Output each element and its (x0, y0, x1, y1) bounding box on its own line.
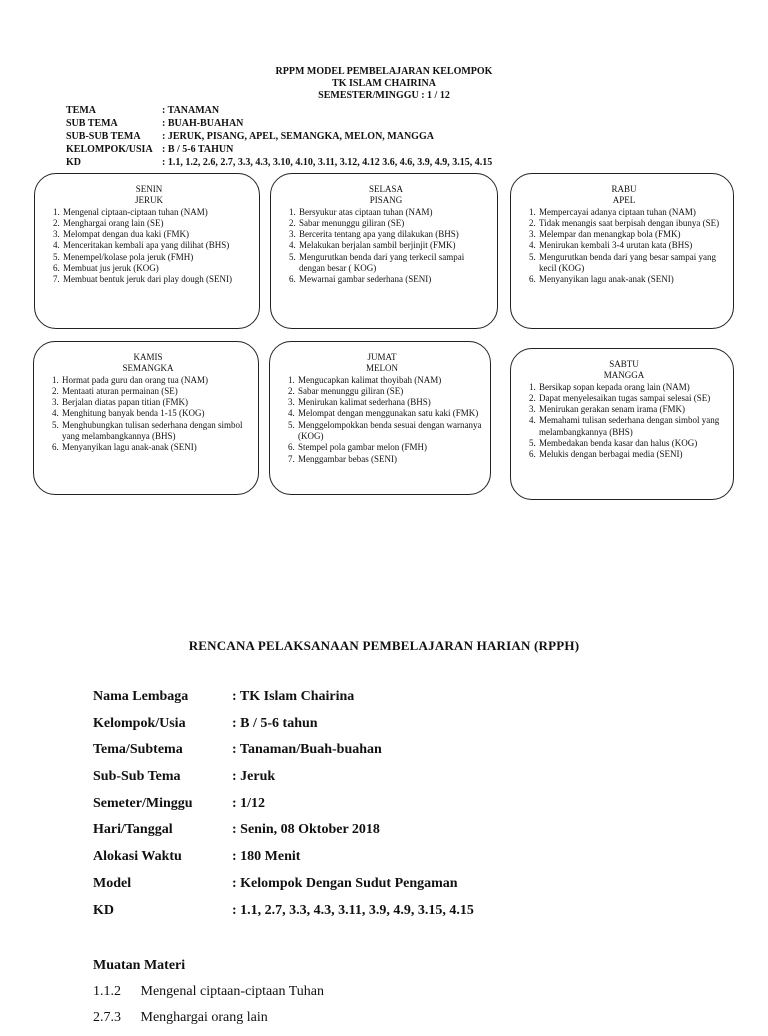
activity-list (44, 375, 252, 454)
rpph-row-nama-lembaga (93, 689, 474, 716)
activity-item: 5. Mengurutkan benda dari yang terkecil sampai dengan besar ( KOG) (298, 252, 491, 275)
rpph-row-semester (93, 796, 474, 823)
activity-item: 5. Membedakan benda kasar dan halus (KOG) (538, 438, 727, 449)
rpph-value: : Kelompok Dengan Sudut Pengaman (232, 875, 458, 891)
rpph-label: KD (93, 902, 114, 918)
materi-text: Menghargai orang lain (140, 1010, 268, 1025)
activity-item: 1. Bersikap sopan kepada orang lain (NAM) (538, 382, 727, 393)
activity-item: 1. Hormat pada guru dan orang tua (NAM) (61, 375, 252, 386)
activity-item: 7. Membuat bentuk jeruk dari play dough (SENI) (62, 274, 253, 285)
activity-list (521, 207, 727, 286)
day-box-sabtu (510, 348, 734, 500)
rpph-row-kelompok (93, 716, 474, 743)
info-value: : TANAMAN (162, 105, 220, 116)
rpph-value: : TK Islam Chairina (232, 689, 355, 704)
rpph-row-alokasi-waktu (93, 849, 474, 876)
rpph-row-hari-tanggal (93, 822, 474, 849)
activity-item: 3. Menirukan gerakan senam irama (FMK) (538, 404, 727, 415)
day-name: SELASA (368, 184, 403, 194)
rppm-title: RPPM MODEL PEMBELAJARAN KELOMPOK (275, 66, 493, 77)
info-value: : B / 5-6 TAHUN (162, 144, 234, 155)
muatan-materi-list (93, 984, 324, 1036)
rpph-label: Hari/Tanggal (93, 822, 173, 838)
activity-item: 3. Berjalan diatas papan titian (FMK) (61, 397, 252, 408)
activity-item: 6. Stempel pola gambar melon (FMH) (297, 442, 484, 453)
rpph-title: RENCANA PELAKSANAAN PEMBELAJARAN HARIAN (RPPH) (188, 638, 580, 653)
day-box-selasa (270, 173, 498, 329)
rpph-value: : B / 5-6 tahun (232, 715, 318, 731)
info-row-kd (66, 156, 492, 169)
materi-text: Mengenal ciptaan-ciptaan Tuhan (140, 984, 325, 999)
rpph-value: : Senin, 08 Oktober 2018 (232, 822, 380, 838)
day-box-jumat (269, 341, 491, 495)
activity-item: 6. Menyanyikan lagu anak-anak (SENI) (61, 442, 252, 453)
rppm-info-table (66, 104, 492, 169)
activity-item: 2. Tidak menangis saat berpisah dengan ibunya (SE) (538, 218, 727, 229)
rpph-label: Model (93, 875, 132, 891)
rpph-info-table (93, 689, 474, 929)
activity-list (45, 207, 253, 286)
rpph-value: : 180 Menit (232, 849, 301, 865)
info-value: : 1.1, 1.2, 2.6, 2.7, 3.3, 4.3, 3.10, 4.10, 3.11, 3.12, 4.12 3.6, 4.6, 3.9, 4.9, 3.15, 4.15 (162, 157, 493, 168)
rpph-label: Alokasi Waktu (93, 849, 182, 865)
materi-item (93, 1010, 324, 1036)
activity-item: 4. Melakukan berjalan sambil berjinjit (FMK) (298, 240, 491, 251)
activity-item: 4. Menirukan kembali 3-4 urutan kata (BHS) (538, 240, 727, 251)
materi-code: 1.1.2 (93, 984, 121, 999)
info-value: : BUAH-BUAHAN (162, 118, 244, 129)
activity-item: 3. Menirukan kalimat sederhana (BHS) (297, 397, 484, 408)
info-row-sub-tema (66, 117, 492, 130)
rpph-label: Sub-Sub Tema (93, 769, 181, 785)
day-name: JUMAT (367, 352, 397, 362)
activity-item: 1. Mengenal ciptaan-ciptaan tuhan (NAM) (62, 207, 253, 218)
day-name: KAMIS (133, 352, 163, 362)
activity-item: 2. Mentaati aturan permainan (SE) (61, 386, 252, 397)
day-name: SABTU (609, 359, 639, 369)
rpph-label: Semeter/Minggu (93, 795, 193, 811)
day-box-senin (34, 173, 260, 329)
school-name: TK ISLAM CHAIRINA (332, 78, 436, 89)
activity-item: 5. Mengurutkan benda dari yang besar sampai yang kecil (KOG) (538, 252, 727, 275)
activity-item: 1. Mempercayai adanya ciptaan tuhan (NAM) (538, 207, 727, 218)
activity-item: 1. Mengucapkan kalimat thoyibah (NAM) (297, 375, 484, 386)
muatan-materi-heading: Muatan Materi (93, 958, 186, 973)
rpph-value: : Tanaman/Buah-buahan (232, 742, 382, 758)
info-label: SUB-SUB TEMA (66, 131, 141, 142)
rpph-row-model (93, 876, 474, 903)
info-row-tema (66, 104, 492, 117)
materi-item (93, 984, 324, 1010)
rppm-header (0, 66, 768, 102)
rpph-label: Tema/Subtema (93, 742, 183, 758)
day-name: RABU (611, 184, 637, 194)
activity-item: 2. Sabar menunggu giliran (SE) (297, 386, 484, 397)
rpph-value: : 1/12 (232, 795, 266, 811)
info-value: : JERUK, PISANG, APEL, SEMANGKA, MELON, MANGGA (162, 131, 434, 142)
day-name: SENIN (135, 184, 163, 194)
semester-week: SEMESTER/MINGGU : 1 / 12 (318, 90, 450, 101)
info-label: KD (66, 157, 81, 168)
activity-item: 6. Menyanyikan lagu anak-anak (SENI) (538, 274, 727, 285)
activity-item: 2. Menghargai orang lain (SE) (62, 218, 253, 229)
info-row-sub-sub-tema (66, 130, 492, 143)
activity-item: 5. Menggelompokkan benda sesuai dengan warnanya (KOG) (297, 420, 484, 443)
day-box-kamis (33, 341, 259, 495)
rpph-row-sub-sub-tema (93, 769, 474, 796)
activity-item: 7. Menggambar bebas (SENI) (297, 454, 484, 465)
day-fruit: MANGGA (603, 370, 645, 381)
day-fruit: PISANG (369, 195, 403, 206)
day-fruit: SEMANGKA (122, 363, 174, 374)
rpph-value: : Jeruk (232, 769, 276, 785)
day-fruit: APEL (612, 195, 636, 206)
activity-item: 2. Sabar menunggu giliran (SE) (298, 218, 491, 229)
activity-item: 4. Memahami tulisan sederhana dengan simbol yang melambangkannya (BHS) (538, 415, 727, 438)
activity-item: 4. Melompat dengan menggunakan satu kaki (FMK) (297, 408, 484, 419)
activity-item: 6. Mewarnai gambar sederhana (SENI) (298, 274, 491, 285)
rpph-value: : 1.1, 2.7, 3.3, 4.3, 3.11, 3.9, 4.9, 3.15, 4.15 (232, 902, 474, 918)
day-fruit: JERUK (134, 195, 163, 206)
info-label: SUB TEMA (66, 118, 118, 129)
activity-item: 5. Menghubungkan tulisan sederhana dengan simbol yang melambangkannya (BHS) (61, 420, 252, 443)
activity-list (280, 375, 484, 465)
activity-item: 6. Membuat jus jeruk (KOG) (62, 263, 253, 274)
activity-item: 4. Menceritakan kembali apa yang dilihat (BHS) (62, 240, 253, 251)
info-label: KELOMPOK/USIA (66, 144, 153, 155)
info-row-kelompok (66, 143, 492, 156)
activity-list (521, 382, 727, 461)
activity-item: 6. Melukis dengan berbagai media (SENI) (538, 449, 727, 460)
rpph-label: Nama Lembaga (93, 689, 189, 704)
activity-item: 3. Melompat dengan dua kaki (FMK) (62, 229, 253, 240)
rpph-row-tema (93, 742, 474, 769)
activity-item: 4. Menghitung banyak benda 1-15 (KOG) (61, 408, 252, 419)
rpph-row-kd (93, 903, 474, 930)
materi-code: 2.7.3 (93, 1010, 121, 1025)
info-label: TEMA (66, 105, 96, 116)
activity-item: 3. Melempar dan menangkap bola (FMK) (538, 229, 727, 240)
day-fruit: MELON (366, 363, 398, 374)
activity-item: 1. Bersyukur atas ciptaan tuhan (NAM) (298, 207, 491, 218)
day-box-rabu (510, 173, 734, 329)
activity-list (281, 207, 491, 286)
activity-item: 5. Menempel/kolase pola jeruk (FMH) (62, 252, 253, 263)
rpph-label: Kelompok/Usia (93, 715, 186, 731)
activity-item: 3. Bercerita tentang apa yang dilakukan (BHS) (298, 229, 491, 240)
activity-item: 2. Dapat menyelesaikan tugas sampai selesai (SE) (538, 393, 727, 404)
